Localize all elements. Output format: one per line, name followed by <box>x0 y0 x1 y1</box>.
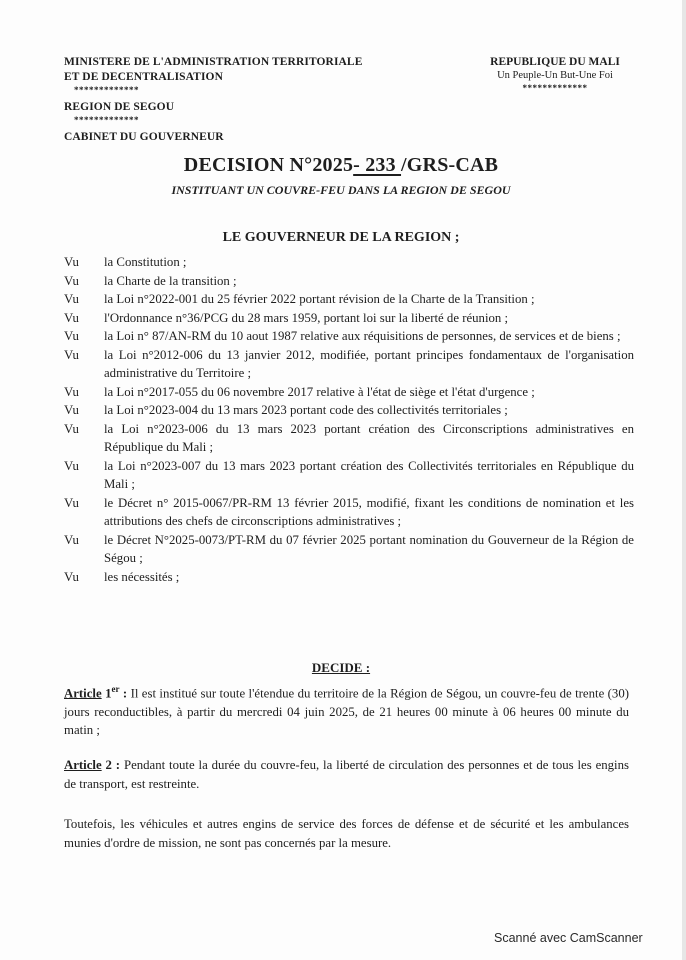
decide-label: DECIDE <box>311 660 363 675</box>
ministry-header <box>64 55 362 145</box>
republic-name: REPUBLIQUE DU MALI <box>490 56 620 68</box>
decision-title <box>0 154 682 177</box>
article-1-text: Il est institué sur toute l'étendue du territoire de la Région de Ségou, un couvre-feu de trente (30) jours reconductibles, à partir du mercredi 04 juin 2025, de 21 heures 00 minute à 06 heures 00 minute du matin ; <box>64 686 629 738</box>
separator-stars: ************* <box>74 115 139 125</box>
vu-text: la Charte de la transition ; <box>104 273 237 288</box>
vu-item <box>64 568 634 587</box>
vu-item <box>64 327 634 346</box>
vu-text: le Décret N°2025-0073/PT-RM du 07 février 2025 portant nomination du Gouverneur de la Région de Ségou ; <box>104 532 634 565</box>
article-1-label <box>64 686 102 700</box>
vu-item <box>64 346 634 383</box>
vu-text: le Décret n° 2015-0067/PR-RM 13 février 2015, modifié, fixant les conditions de nomination et les attributions des chefs de circonscriptions administratives ; <box>104 495 634 528</box>
article-word: Article <box>64 686 102 701</box>
article-2-sep: : <box>111 758 124 772</box>
decide-colon: : <box>362 660 371 675</box>
exemption-paragraph: Toutefois, les véhicules et autres engins de service des forces de défense et de sécurité et les ambulances munies d'ordre de mission, ne sont pas concernés par la mesure. <box>64 817 629 850</box>
vu-label: Vu <box>64 458 79 473</box>
decision-prefix: DECISION N°2025 <box>183 154 354 176</box>
article-1-number: 1 <box>101 686 112 701</box>
separator-stars: ************* <box>74 85 139 95</box>
vu-label: Vu <box>64 421 79 436</box>
vu-label: Vu <box>64 403 79 417</box>
cabinet-name: CABINET DU GOUVERNEUR <box>64 131 224 143</box>
national-motto: Un Peuple-Un But-Une Foi <box>497 70 613 81</box>
vu-text: la Loi n°2022-001 du 25 février 2022 portant révision de la Charte de la Transition ; <box>104 292 535 306</box>
decision-number: - 233 <box>353 154 402 176</box>
vu-item <box>64 494 634 531</box>
vu-item <box>64 531 634 568</box>
vu-label: Vu <box>64 347 79 362</box>
vu-label: Vu <box>64 255 79 269</box>
article-word: Article <box>64 758 102 772</box>
vu-text: la Constitution ; <box>104 255 187 269</box>
vu-text: la Loi n°2023-006 du 13 mars 2023 portant création des Circonscriptions administratives en République du Mali ; <box>104 421 634 454</box>
separator-stars: ************* <box>522 83 588 93</box>
vu-label: Vu <box>64 310 79 325</box>
vu-text: la Loi n°2023-007 du 13 mars 2023 portant création des Collectivités territoriales en République du Mali ; <box>104 458 634 491</box>
vu-label: Vu <box>64 569 79 584</box>
vu-label: Vu <box>64 532 79 547</box>
decision-suffix: /GRS-CAB <box>401 154 499 176</box>
vu-text: l'Ordonnance n°36/PCG du 28 mars 1959, portant loi sur la liberté de réunion ; <box>104 310 509 325</box>
vu-label: Vu <box>64 495 79 510</box>
vu-label: Vu <box>64 329 79 343</box>
ministry-name-line2: ET DE DECENTRALISATION <box>64 71 223 83</box>
scanner-watermark: Scanné avec CamScanner <box>494 931 643 945</box>
article-1-sep: : <box>119 686 131 701</box>
vu-text: la Loi n°2017-055 du 06 novembre 2017 relative à l'état de siège et l'état d'urgence ; <box>104 384 535 399</box>
vu-text: les nécessités ; <box>104 569 180 584</box>
issuing-authority: LE GOUVERNEUR DE LA REGION ; <box>222 230 460 245</box>
vu-text: la Loi n°2012-006 du 13 janvier 2012, modifiée, portant principes fondamentaux de l'organisation administrative du Territoire ; <box>104 347 634 380</box>
article-1-sup: er <box>111 684 120 694</box>
vu-item <box>64 420 634 457</box>
vu-text: la Loi n°2023-004 du 13 mars 2023 portant code des collectivités territoriales ; <box>104 403 508 417</box>
vu-item <box>64 309 634 328</box>
vu-item <box>64 401 634 420</box>
article-2-label <box>64 758 102 772</box>
ministry-name-line1: MINISTERE DE L'ADMINISTRATION TERRITORIALE <box>64 56 363 68</box>
vu-label: Vu <box>64 384 79 399</box>
vu-item <box>64 253 634 272</box>
article-2 <box>64 756 629 793</box>
vu-item <box>64 383 634 402</box>
article-2-text: Pendant toute la durée du couvre-feu, la liberté de circulation des personnes et de tous les engins de transport, est restreinte. <box>64 758 629 791</box>
region-name: REGION DE SEGOU <box>64 101 175 113</box>
vu-item <box>64 457 634 494</box>
article-2-number: 2 <box>101 758 112 772</box>
vu-list <box>64 253 634 586</box>
republic-header <box>480 55 630 93</box>
vu-label: Vu <box>64 273 79 288</box>
decision-subtitle: INSTITUANT UN COUVRE-FEU DANS LA REGION DE SEGOU <box>171 183 511 197</box>
vu-label: Vu <box>64 292 79 306</box>
article-1 <box>64 680 629 740</box>
vu-item <box>64 290 634 309</box>
decide-heading <box>0 660 682 676</box>
vu-item <box>64 272 634 291</box>
vu-text: la Loi n° 87/AN-RM du 10 aout 1987 relative aux réquisitions de personnes, de services et de biens ; <box>104 329 621 343</box>
